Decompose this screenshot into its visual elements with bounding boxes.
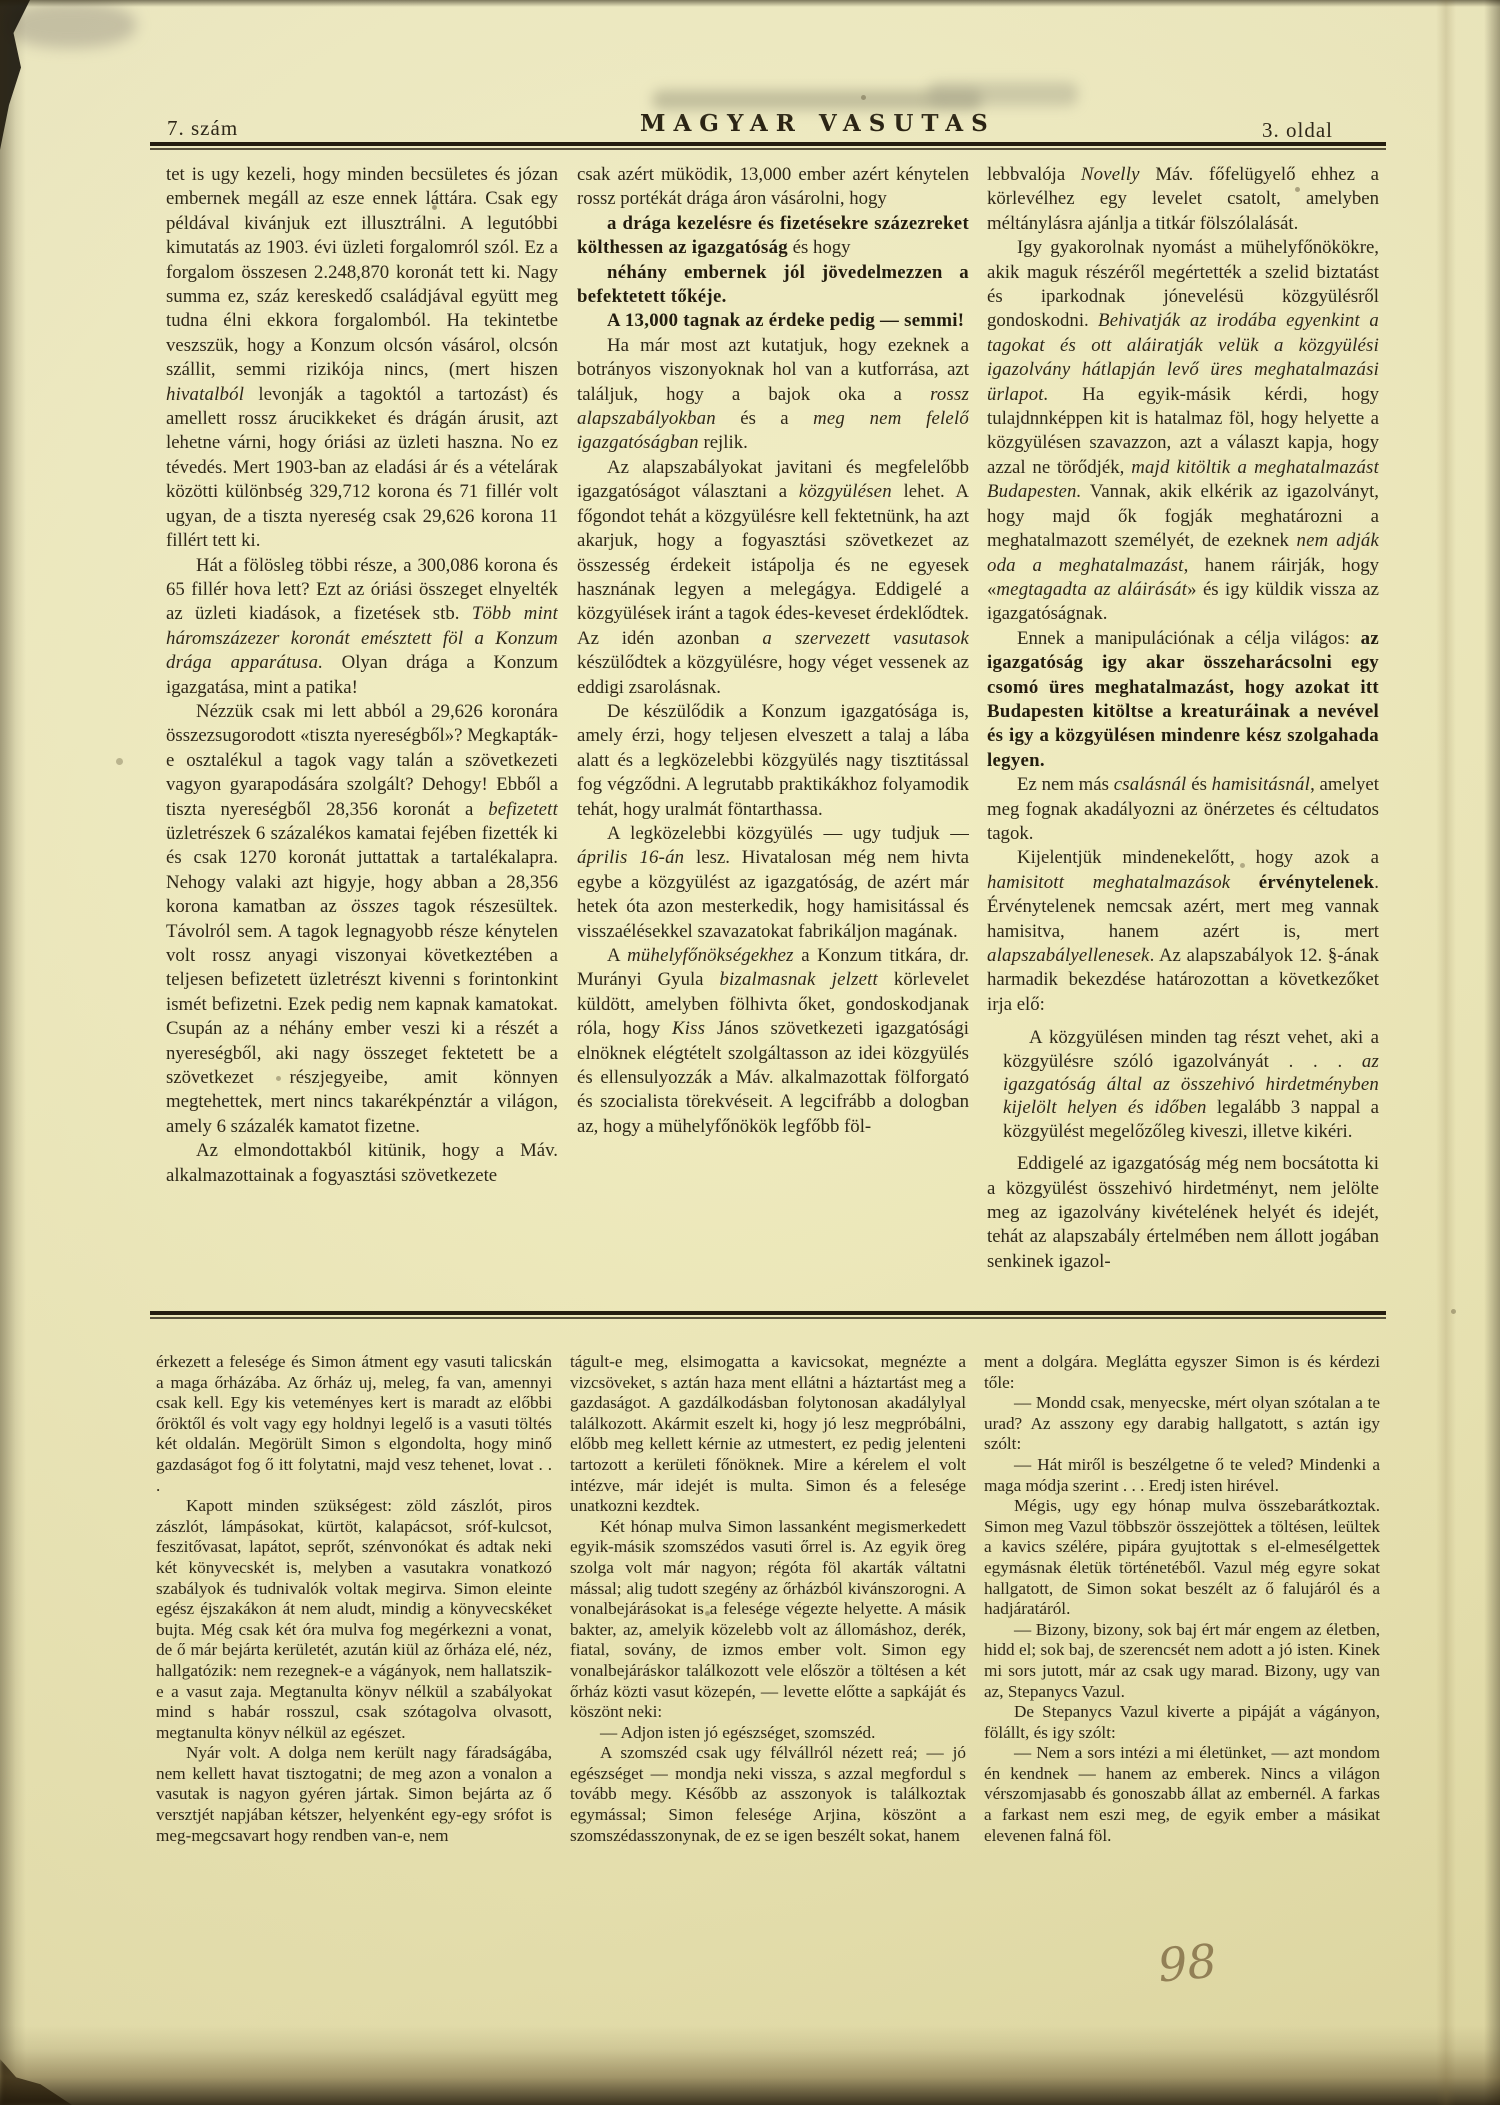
paragraph: A 13,000 tagnak az érdeke pedig — semmi!	[607, 310, 965, 332]
paragraph: lebbvalója Novelly Máv. főfelügyelő ehhez a körlevélhez egy levelet csatolt, amelyben méltánylásra ajánlja a titkár fölszólalását.	[987, 164, 1379, 234]
paragraph: tágult-e meg, elsimogatta a kavicsokat, megnézte a vizcsöveket, s aztán haza ment ellátni a háztartást meg a gazdaságot. A gazdálkodásban folytonosan akadálylyal találkozott. Akármit eszelt ki, hogy jó lesz megpróbálni, előbb meg kellett kérnie az utmestert, ez pedig jelenteni tartozott a kerületi főnöknek. Mire a kérelem el volt intézve, már idejét is multa. Simon és a felesége unatkozni kezdtek.	[570, 1352, 966, 1516]
paragraph: Nyár volt. A dolga nem került nagy fáradságába, nem kellett havat tisztogatni; de meg azon a vonalon a vasutak is nagyon gyéren jártak. Simon bejárta az ő versztjét napjában kétszer, helyenként egy-egy srófot is meg-megcsavart hogy rendben van-e, nem	[156, 1743, 552, 1845]
paragraph: Ez nem más csalásnál és hamisitásnál, amelyet meg fognak akadályozni az önérzetes és céltudatos tagok.	[987, 774, 1379, 844]
bottom-column-2	[570, 1352, 966, 1960]
section-divider-rule	[150, 1311, 1386, 1319]
paragraph: A szomszéd csak ugy félvállról nézett reá; — jó egészséget — mondja neki vissza, s azzal megfordul s tovább megy. Később az asszonyok is találkoztak egymással; Simon felesége Arjina, köszönt a szomszédasszonynak, de ez se igen beszélt sokat, hanem	[570, 1743, 966, 1845]
paragraph: Az alapszabályokat javitani és megfelelőbb igazgatóságot választani a közgyülésen lehet. A főgondot tehát a közgyülésre kell fektetnünk, ha azt akarjuk, hogy a fogyasztási szövetkezet az összesség érdekeit istápolja és ne egyesek hasznának legyen a melegágya. Eddigelé a közgyülések iránt a tagok édes-keveset érdeklődtek. Az idén azonban a szervezett vasutasok készülődtek a közgyülésre, hogy véget vessenek az eddigi zsarolásnak.	[577, 456, 969, 698]
page-edge-shadow	[1484, 0, 1500, 2105]
paragraph: csak azért müködik, 13,000 ember azért kénytelen rossz portékát drága áron vásárolni, hogy	[577, 164, 969, 210]
paragraph: Kapott minden szükségest: zöld zászlót, piros zászlót, lámpásokat, kürtöt, kalapácsot, sróf-kulcsot, feszitővasat, lapátot, seprőt, szénvonókat és adtak neki két könyvecskét is, melyben a vasutakra vonatkozó szabályok és tudnivalók voltak megirva. Simon eleinte egész éjszakákon át nem aludt, mindig a könyvecskéket bujta. Még csak két óra mulva fog megérkezni a vonat, de ő már bejárta kerületét, azután kiül az őrháza elé, néz, hallgatózik: nem rezegnek-e a vágányok, nem hallatszik-e a vasut zaja. Megtanulta könyv nélkül a szabályokat mind s habár rosszul, csak szótagolva olvasott, megtanulta könyv nélkül az egészet.	[156, 1496, 552, 1742]
rule-thick-bar	[150, 142, 1386, 146]
torn-corner	[0, 0, 30, 150]
torn-corner	[0, 2059, 90, 2105]
ink-bleed-smudge	[928, 82, 1078, 106]
paragraph: Ennek a manipulációnak a célja világos: az igazgatóság igy akar összeharácsolni egy csomó üres meghatalmazást, hogy azokat itt Budapesten kitöltse a kreaturáinak a nevével és igy a közgyülésen mindenre kész szolgahada legyen.	[987, 627, 1379, 771]
paragraph: Eddigelé az igazgatóság még nem bocsátotta ki a közgyülést összehivó hirdetményt, nem jelölte meg az igazolvány kivételének helyét és idejét, tehát az alapszabály értelmében nem állott jogában senkinek igazol-	[987, 1153, 1379, 1272]
paragraph: tet is ugy kezeli, hogy minden becsületes és józan embernek megáll az esze ennek láttára. Csak egy példával kivánjuk ezt illusztrálni. A legutóbbi kimutatás az 1903. évi üzleti forgalomról szól. Ez a forgalom összesen 2.248,870 koronát tett ki. Nagy summa ez, száz kereskedő családjával együtt meg tudna élni ekkora forgalomból. Ha tekintetbe veszszük, hogy a Konzum olcsón vásárol, olcsón szállit, semmi rizikója nincs, (mert hiszen hivatalból levonják a tagoktól a tartozást) és amellett rossz árucikkeket és drágán árusit, azt lehetne várni, hogy óriási az üzleti haszna. No ez tévedés. Mert 1903-ban az eladási ár és a vételárak közötti különbség 329,712 korona és 71 fillér volt ugyan, de a tiszta nyereség csak 29,626 korona 11 fillért tett ki.	[166, 164, 558, 552]
paragraph: érkezett a felesége és Simon átment egy vasuti talicskán a maga őrházába. Az őrház uj, meleg, fa van, amennyi csak kell. Egy kis veteményes kert is maradt az előbbi őröktől és volt vagy egy holdnyi legelő is a vasuti töltés két oldalán. Megörült Simon s elgondolta, hogy minő gazdaságot fog ő itt folytatni, majd vesz tehenet, lovat . . .	[156, 1352, 552, 1495]
page-edge-shadow	[0, 0, 26, 2105]
paragraph: A közgyülésen minden tag részt vehet, aki a közgyülésre szóló igazolványát . . . az igazgatóság által az összehivó hirdetményben kijelölt helyen és időben legalább 3 nappal a közgyülést megelőzőleg kiveszi, illetve kikéri.	[1003, 1027, 1379, 1142]
bottom-column-1	[156, 1352, 552, 1960]
top-column-2	[577, 163, 969, 1313]
paragraph: Az elmondottakból kitünik, hogy a Máv. alkalmazottainak a fogyasztási szövetkezete	[166, 1140, 558, 1186]
paragraph: Ha már most azt kutatjuk, hogy ezeknek a botrányos viszonyoknak hol van a kutforrása, azt találjuk, hogy a bajok oka a rossz alapszabályokban és a meg nem felelő igazgatóságban rejlik.	[577, 334, 969, 454]
paragraph: Két hónap mulva Simon lassanként megismerkedett egyik-másik szomszédos vasuti őrrel is. Az egyik öreg szolga volt már nagyon; régóta föl akarták váltatni mással; alig tudott szegény az őrházból kivánszorogni. A vonalbejárásokat is a felesége végezte helyette. A másik bakter, az, amelyik közelebb volt az állomáshoz, derék, fiatal, sovány, de izmos ember volt. Simon egy vonalbejáráskor találkozott vele először a töltésen a két őrház közti vasut közepén, — levette előtte a sapkáját és köszönt neki:	[570, 1516, 966, 1722]
paragraph: A mühelyfőnökségekhez a Konzum titkára, dr. Murányi Gyula bizalmasnak jelzett körlevelet küldött, amelyben fölhivta őket, gondoskodjanak róla, hogy Kiss János szövetkezeti igazgatósági elnöknek elégtételt szolgáltasson az idei közgyülés és ellensulyozzák a Máv. alkalmazottak fölforgató és szocialista törekvéseit. A legcifrább a dologban az, hogy a mühelyfőnökök legfőbb föl-	[577, 945, 969, 1137]
paragraph: — Nem a sors intézi a mi életünket, — azt mondom én kendnek — hanem az emberek. Nincs a világon vérszomjasabb és gonoszabb állat az embernél. A farkas a farkast nem eszi meg, de egyik ember a másikat elevenen falná föl.	[984, 1743, 1380, 1845]
corner-smudge	[6, 2, 136, 48]
page-edge-shadow	[0, 2025, 1500, 2105]
masthead-title: MAGYAR VASUTAS	[640, 110, 996, 137]
ink-bleed-smudge	[652, 90, 982, 110]
rule-thick-bar	[150, 1311, 1386, 1315]
paragraph: — Adjon isten jó egészséget, szomszéd.	[600, 1722, 876, 1742]
paragraph: — Mondd csak, menyecske, mért olyan szótalan a te urad? Az asszony egy darabig hallgatott, s aztán igy szólt:	[984, 1393, 1380, 1454]
bottom-column-3	[984, 1352, 1380, 1960]
header-rule	[150, 142, 1386, 150]
paragraph: Igy gyakorolnak nyomást a mühelyfőnökökre, akik maguk részéről megértették a szelid biztatást és iparkodnak jónevelésü közgyülésről gondoskodni. Behivatják az irodába egyenkint a tagokat és ott aláiratják velük a közgyülési igazolvány hátlapján levő üres meghatalmazási ürlapot. Ha egyik-másik kérdi, hogy tulajdnnképpen kit is hatalmaz föl, hogy helyette a közgyülésen szavazzon, azt a választ kapja, hogy azzal ne törődjék, majd kitöltik a meghatalmazást Budapesten. Vannak, akik elkérik az igazolványt, hogy majd ők fogják meghatározni a meghatalmazott személyét, de ezeknek nem adják oda a meghatalmazást, hanem ráirják, hogy «megtagadta az aláirását» és igy küldik vissza az igazgatóságnak.	[987, 237, 1379, 625]
paper-fold-mark	[1436, 0, 1456, 2105]
rule-thin-bar	[150, 1317, 1386, 1319]
paragraph: — Hát miről is beszélgetne ő te veled? Mindenki a maga módja szerint . . . Eredj isten hirével.	[984, 1454, 1380, 1495]
rule-thin-bar	[150, 148, 1386, 150]
paragraph: néhány embernek jól jövedelmezzen a befektetett tőkéje.	[577, 261, 969, 308]
paragraph: a drága kezelésre és fizetésekre százezreket költhessen az igazgatóság és hogy	[577, 212, 969, 259]
pencil-annotation: 98	[1155, 1933, 1219, 1993]
paragraph: Kijelentjük mindenekelőtt, hogy azok a hamisitott meghatalmazások érvénytelenek. Érvénytelenek nemcsak azért, mert meg vannak hamisitva, hanem azért is, mert alapszabályellenesek. Az alapszabályok 12. §-ának harmadik bekezdése határozottan a következőket irja elő:	[987, 847, 1379, 1015]
page-edge-shadow	[0, 0, 1500, 7]
paragraph: ment a dolgára. Meglátta egyszer Simon is és kérdezi tőle:	[984, 1352, 1380, 1392]
paragraph: De Stepanycs Vazul kiverte a pipáját a vágányon, fölállt, és igy szólt:	[984, 1702, 1380, 1742]
issue-number: 7. szám	[167, 116, 239, 140]
paragraph: A legközelebbi közgyülés — ugy tudjuk — április 16-án lesz. Hivatalosan még nem hivta egybe a közgyülést az igazgatóság, de azért már hetek óta azon mesterkedik, hogy hamisitással és visszaélésekkel szavazatokat fabrikáljon magának.	[577, 822, 969, 942]
paragraph: Mégis, ugy egy hónap mulva összebarátkoztak. Simon meg Vazul többször összejöttek a töltésen, leültek a kavics szélére, pipára gyujtottak s el-elmesélgettek egymásnak életük történetéből. Vazul még egyre sokat hallgatott, de Simon sokat beszélt az ő falujáról és a hadjáratáról.	[984, 1496, 1380, 1619]
paragraph: De készülődik a Konzum igazgatósága is, amely érzi, hogy teljesen elveszett a talaj a lába alatt és a legközelebbi közgyülés nagy tisztitással fog végződni. A legrutabb praktikákhoz folyamodik tehát, hogy uralmát föntarthassa.	[577, 700, 969, 820]
top-column-1	[166, 163, 558, 1313]
paragraph: Hát a fölösleg többi része, a 300,086 korona és 65 fillér hova lett? Ezt az óriási összeget elnyelték az üzleti kiadások, a fizetések stb. Több mint háromszázezer koronát emésztett föl a Konzum drága apparátusa. Olyan drága a Konzum igazgatása, mint a patika!	[166, 554, 558, 698]
paragraph: — Bizony, bizony, sok baj ért már engem az életben, hidd el; sok baj, de szerencsét nem adott a jó isten. Kinek mi sors jutott, már az csak ugy marad. Bizony, ugy van az, Stepanycs Vazul.	[984, 1619, 1380, 1701]
paragraph: Nézzük csak mi lett abból a 29,626 koronára összezsugorodott «tiszta nyereségből»? Megkapták-e osztalékul a tagok vagy talán a szövetkezeti vagyon gyarapodására szolgált? Dehogy! Ebből a tiszta nyereségből 28,356 koronát a befizetett üzletrészek 6 százalékos kamatai fejében fizették ki és csak 1270 koronát juttattak a tartalékalapra. Nehogy valaki azt higyje, hogy abban a 28,356 korona kamatban az összes tagok részesültek. Távolról sem. A tagok legnagyobb része kénytelen volt rossz anyagi viszonyai következtében a teljesen befizetett üzletrészt kivenni s forintonkint ismét befizetni. Ezek pedig nem kapnak kamatokat. Csupán az a néhány ember veszi ki a részét a nyereségből, aki nagy összeget fektetett be a szövetkezet részjegyeibe, amit könnyen megtehettek, mert nincs takarékpénztár a világon, amely 6 százalék kamatot fizetne.	[166, 700, 558, 1137]
top-column-3	[987, 163, 1379, 1313]
page-number: 3. oldal	[1262, 118, 1333, 142]
paper-specks	[0, 0, 3, 3]
